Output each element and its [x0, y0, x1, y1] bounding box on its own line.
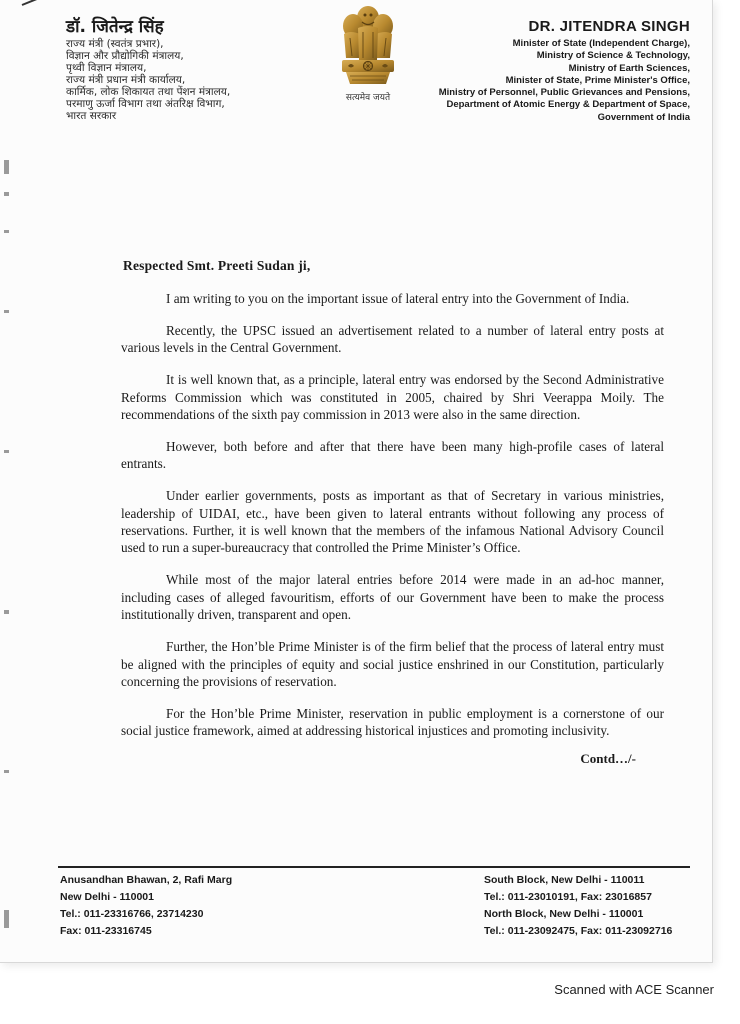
- footer-address-line: Tel.: 011-23092475, Fax: 011-23092716: [484, 925, 673, 937]
- letter-paragraph: Further, the Hon’ble Prime Minister is of the firm belief that the process of lateral entry must be aligned with the principles of equity and social justice enshrined in our Constitution, particularly concerning the provisions of reservation.: [121, 639, 664, 689]
- scan-edge-marks: [4, 150, 12, 963]
- footer-address-line: Fax: 011-23316745: [60, 925, 152, 937]
- letter-paragraph: For the Hon’ble Prime Minister, reservation in public employment is a cornerstone of our social justice framework, aimed at addressing historical injustices and promoting inclusivity.: [121, 705, 664, 739]
- letter-body: [121, 290, 664, 754]
- continued-marker: Contd…/-: [580, 751, 636, 766]
- hindi-letterhead: [66, 16, 286, 122]
- english-designation-line: Department of Atomic Energy & Department of Space,: [446, 99, 690, 111]
- hindi-designation-line: कार्मिक, लोक शिकायत तथा पेंशन मंत्रालय,: [66, 86, 231, 98]
- footer-address-line: Tel.: 011-23010191, Fax: 23016857: [484, 891, 652, 903]
- hindi-minister-name: डॉ. जितेन्द्र सिंह: [66, 17, 164, 37]
- letter-salutation: Respected Smt. Preeti Sudan ji,: [123, 258, 311, 273]
- letter-paragraph: I am writing to you on the important issue of lateral entry into the Government of India.: [166, 291, 630, 306]
- scanner-watermark: Scanned with ACE Scanner: [554, 982, 714, 997]
- footer-divider: [58, 866, 690, 868]
- letter-paragraph: Recently, the UPSC issued an advertisement related to a number of lateral entry posts at various levels in the Central Government.: [121, 322, 664, 356]
- english-designation-line: Ministry of Personnel, Public Grievances and Pensions,: [438, 87, 690, 99]
- english-designation-line: Government of India: [597, 111, 690, 123]
- footer-address-line: South Block, New Delhi - 110011: [484, 874, 645, 886]
- footer-address-line: Anusandhan Bhawan, 2, Rafi Marg: [60, 874, 233, 886]
- letter-paragraph: While most of the major lateral entries before 2014 were made in an ad-hoc manner, including cases of alleged favouritism, efforts of our Government have been to make the process institutionally driven, transparent and open.: [121, 572, 664, 623]
- letter-paragraph: Under earlier governments, posts as important as that of Secretary in various ministries, leadership of UIDAI, etc., have been given to lateral entrants without following any process of reservations. Further, it is well known that the members of the infamous National Advisory Council used to run a super-bureaucracy that controlled the Prime Minister’s Office.: [121, 488, 664, 556]
- hindi-designation-line: भारत सरकार: [66, 110, 117, 122]
- letter-paragraph: However, both before and after that there have been many high-profile cases of lateral entrants.: [121, 438, 664, 472]
- footer-address-right: [484, 872, 672, 940]
- footer-address-left: [60, 872, 232, 940]
- english-designation-line: Minister of State, Prime Minister's Office,: [505, 74, 690, 86]
- footer-address-line: New Delhi - 110001: [60, 891, 154, 903]
- letter-paragraph: It is well known that, as a principle, lateral entry was endorsed by the Second Administrative Reforms Commission which was constituted in 2005, chaired by Shri Veerappa Moily. The recommendations of the sixth pay commission in 2013 were also in the same direction.: [121, 372, 664, 423]
- footer-address-line: North Block, New Delhi - 110001: [484, 908, 644, 920]
- hindi-designation-line: विज्ञान और प्रौद्योगिकी मंत्रालय,: [66, 50, 184, 62]
- hindi-designation-line: राज्य मंत्री (स्वतंत्र प्रभार),: [66, 38, 164, 50]
- corner-pen-stroke: [22, 0, 58, 6]
- english-designation-line: Ministry of Science & Technology,: [536, 50, 690, 62]
- english-designation-line: Ministry of Earth Sciences,: [568, 62, 690, 74]
- english-designation-line: Minister of State (Independent Charge),: [512, 38, 690, 49]
- emblem-motto: सत्यमेव जयते: [345, 93, 391, 103]
- hindi-designation-line: पृथ्वी विज्ञान मंत्रालय,: [66, 62, 147, 74]
- english-letterhead: [390, 16, 690, 124]
- english-minister-name: DR. JITENDRA SINGH: [528, 18, 690, 35]
- hindi-designation-line: परमाणु ऊर्जा विभाग तथा अंतरिक्ष विभाग,: [66, 98, 225, 110]
- footer-address-line: Tel.: 011-23316766, 23714230: [60, 908, 204, 920]
- hindi-designation-line: राज्य मंत्री प्रधान मंत्री कार्यालय,: [66, 74, 186, 86]
